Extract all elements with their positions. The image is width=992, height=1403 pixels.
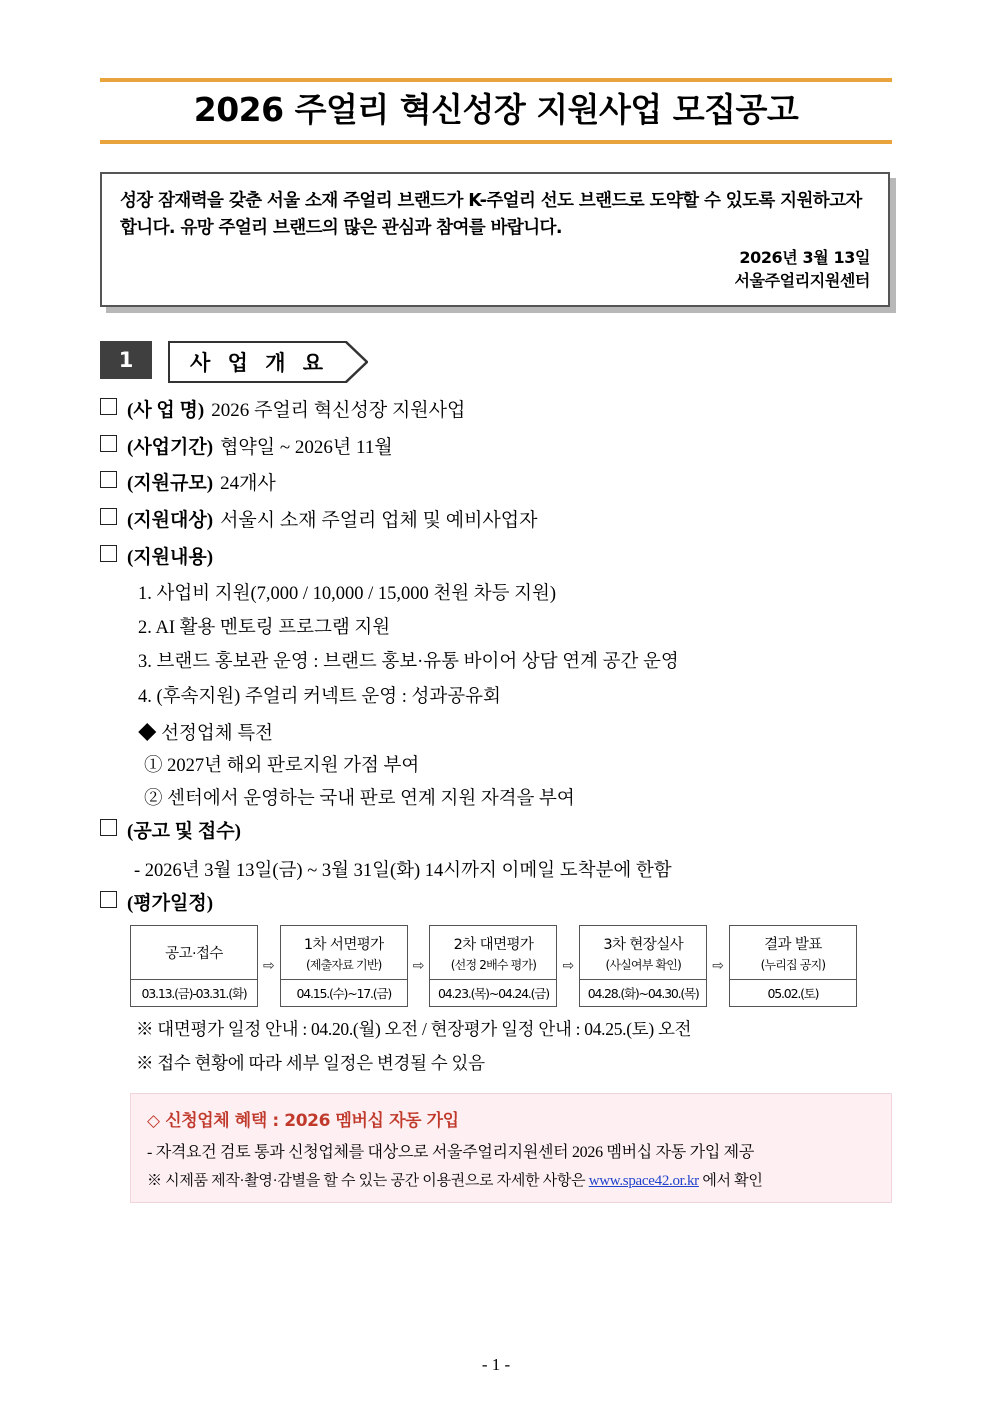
intro-date: 2026년 3월 13일: [739, 248, 870, 268]
list-item: [100, 436, 896, 461]
evaluation-flow: [130, 925, 896, 1007]
support-detail: 4. (후속지원) 주얼리 커넥트 운영 : 성과공유회: [138, 686, 501, 707]
checkbox-icon: [100, 398, 117, 415]
notice-line: - 2026년 3월 13일(금) ~ 3월 31일(화) 14시까지 이메일 도착분에 한함: [134, 861, 672, 882]
page-title: 2026 주얼리 혁신성장 지원사업 모집공고: [193, 90, 799, 129]
section-title-box: [168, 341, 346, 383]
flow-step-name: 3차 현장실사: [603, 937, 684, 954]
flow-arrow-icon: ⇨: [562, 958, 575, 975]
flow-step-sub: (제출자료 기반): [305, 958, 382, 973]
flow-step-date: 05.02.(토): [730, 979, 856, 1006]
section-number: 1: [100, 341, 152, 379]
intro-org: 서울주얼리지원센터: [734, 271, 870, 291]
title-banner: [100, 78, 892, 144]
item-label: (사 업 명): [127, 399, 205, 421]
flow-step-date: 03.13.(금)-03.31.(화): [131, 979, 257, 1006]
intro-box-wrapper: [100, 172, 890, 307]
list-item: [100, 399, 896, 424]
flow-step: [579, 925, 707, 1007]
list-item: [100, 546, 896, 571]
flow-step: [280, 925, 408, 1007]
membership-line: - 자격요건 검토 통과 신청업체를 대상으로 서울주얼리지원센터 2026 멤버십 자동 가입 제공: [147, 1144, 754, 1162]
support-detail: 1. 사업비 지원(7,000 / 10,000 / 15,000 천원 차등 지원): [138, 584, 557, 605]
list-item: [100, 892, 896, 917]
intro-box: [100, 172, 890, 307]
item-value: 2026 주얼리 혁신성장 지원사업: [211, 399, 466, 421]
item-value: 협약일 ~ 2026년 11월: [220, 436, 393, 458]
section-title: 사 업 개 요: [190, 350, 329, 375]
flow-step-name: 1차 서면평가: [303, 937, 384, 954]
flow-step: [130, 925, 258, 1007]
list-item: [100, 820, 896, 845]
flow-step: [429, 925, 557, 1007]
flow-arrow-icon: ⇨: [263, 958, 275, 975]
benefit-heading: ◆ 선정업체 특전: [138, 723, 273, 744]
item-value: 24개사: [220, 473, 276, 495]
list-item: [100, 509, 896, 534]
item-label: (지원대상): [127, 509, 214, 531]
flow-step-sub: (누리집 공지): [760, 958, 826, 973]
flow-step: [729, 925, 857, 1007]
page-number: - 1 -: [481, 1355, 511, 1374]
checkbox-icon: [100, 891, 117, 908]
checkbox-icon: [100, 471, 117, 488]
flow-arrow-icon: ⇨: [712, 958, 724, 975]
item-label: (평가일정): [127, 893, 214, 915]
flow-step-date: 04.23.(목)~04.24.(금): [430, 979, 556, 1006]
section-flag-icon: [344, 341, 368, 383]
checkbox-icon: [100, 819, 117, 836]
list-item: [100, 472, 896, 497]
membership-note-pre: ※ 시제품 제작·촬영·감별을 할 수 있는 공간 이용권으로 자세한 사항은: [147, 1173, 589, 1190]
intro-text: 성장 잠재력을 갖춘 서울 소재 주얼리 브랜드가 K-주얼리 선도 브랜드로 도약할 수 있도록 지원하고자 합니다. 유망 주얼리 브랜드의 많은 관심과 참여를 바랍니다.: [120, 191, 862, 238]
membership-box: [130, 1093, 892, 1203]
item-label: (공고 및 접수): [127, 820, 241, 842]
benefit-item: ② 센터에서 운영하는 국내 판로 연계 지원 자격을 부여: [144, 788, 575, 809]
checkbox-icon: [100, 508, 117, 525]
membership-title: ◇ 신청업체 혜택 : 2026 멤버십 자동 가입: [147, 1111, 459, 1132]
item-label: (사업기간): [127, 436, 214, 458]
schedule-note: ※ 대면평가 일정 안내 : 04.20.(월) 오전 / 현장평가 일정 안내 : 04.25.(토) 오전: [136, 1019, 692, 1040]
space42-link[interactable]: www.space42.or.kr: [588, 1173, 699, 1190]
intro-signature: [120, 247, 870, 292]
membership-note: [147, 1169, 875, 1190]
flow-step-sub: (선정 2배수 평가): [450, 958, 537, 973]
flow-step-name: 2차 대면평가: [453, 937, 534, 954]
support-detail: 2. AI 활용 멘토링 프로그램 지원: [138, 618, 391, 639]
flow-step-date: 04.15.(수)~17.(금): [281, 979, 407, 1006]
support-detail: 3. 브랜드 홍보관 운영 : 브랜드 홍보·유통 바이어 상담 연계 공간 운영: [138, 652, 679, 673]
flow-step-sub: (사실여부 확인): [605, 958, 681, 973]
flow-step-date: 04.28.(화)~04.30.(목): [580, 979, 706, 1006]
flow-arrow-icon: ⇨: [412, 958, 425, 975]
item-value: 서울시 소재 주얼리 업체 및 예비사업자: [220, 509, 538, 531]
schedule-note: ※ 접수 현황에 따라 세부 일정은 변경될 수 있음: [136, 1053, 485, 1074]
membership-note-post: 에서 확인: [698, 1173, 763, 1190]
section-header: [100, 341, 896, 383]
flow-step-name: 결과 발표: [764, 937, 822, 954]
overview-list: [100, 399, 896, 917]
item-label: (지원규모): [127, 473, 214, 495]
benefit-item: ① 2027년 해외 판로지원 가점 부여: [144, 755, 420, 776]
item-label: (지원내용): [127, 546, 214, 568]
checkbox-icon: [100, 545, 117, 562]
checkbox-icon: [100, 435, 117, 452]
flow-step-name: 공고·접수: [165, 946, 223, 963]
